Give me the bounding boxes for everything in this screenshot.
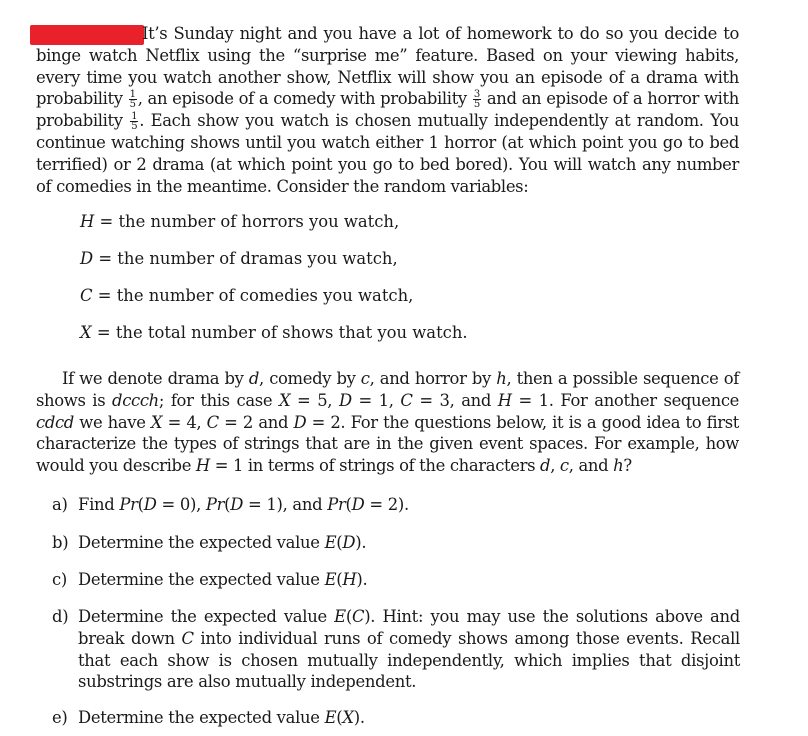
math: D	[143, 495, 157, 514]
text: into individual runs of comedy shows among those events. Recall that each show is chosen mutually independently, which implies that disjoint substrings are also mutually independent.	[78, 628, 740, 692]
math: h	[496, 369, 507, 388]
definition-d	[80, 249, 398, 268]
definition-text: = the number of comedies you watch,	[92, 286, 414, 305]
math: h	[613, 456, 624, 476]
text: (	[345, 607, 352, 626]
question-text	[78, 532, 740, 554]
text: = 2 and	[218, 412, 294, 432]
definition-x	[80, 323, 468, 342]
definition-h	[80, 212, 399, 231]
math: X	[278, 390, 291, 410]
fraction-drama	[129, 90, 137, 109]
math: C	[181, 628, 194, 648]
text: = 5,	[290, 390, 339, 410]
text: we have	[73, 412, 151, 432]
math: X	[150, 412, 163, 432]
math: C	[351, 607, 365, 626]
text: ?	[623, 456, 632, 476]
text: = 0),	[156, 495, 206, 514]
sequence-example: cdcd	[36, 412, 74, 432]
text: = 4,	[162, 412, 207, 432]
variable-symbol: C	[80, 286, 93, 305]
fraction-numerator: 3	[473, 89, 480, 101]
text: Determine the expected value	[78, 708, 325, 727]
text: = 3, and	[412, 390, 498, 410]
math: C	[400, 390, 413, 410]
text: Determine the expected value	[78, 570, 325, 589]
text: Find	[78, 495, 120, 514]
question-label: a)	[52, 495, 68, 514]
text: (	[224, 495, 231, 514]
text: , and	[568, 456, 614, 476]
question-label: c)	[52, 570, 67, 589]
text: (	[345, 495, 352, 514]
math: Pr	[119, 495, 138, 514]
question-text	[78, 707, 740, 729]
question-label: e)	[52, 708, 68, 727]
math: D	[293, 412, 307, 432]
text: Determine the expected value	[78, 607, 335, 626]
text: = 1), and	[243, 495, 328, 514]
math: E	[324, 708, 337, 727]
question-e	[52, 707, 740, 729]
fraction-denominator: 5	[129, 99, 136, 111]
text: ).	[356, 570, 368, 589]
intro-text-2: , an episode of a comedy with probability	[137, 89, 472, 109]
intro-text-1: It’s Sunday night and you have a lot of homework to do so you decide to binge watch Netflix using the “surprise me” feature. Based on your viewing habits, every time you watch another show, Netflix will show you an episode of a drama with probability	[36, 24, 739, 109]
text: (	[336, 570, 343, 589]
text: = 2).	[364, 495, 409, 514]
definition-text: = the total number of shows that you watch.	[91, 323, 468, 342]
text: If we denote drama by	[62, 369, 249, 388]
math: E	[324, 570, 337, 589]
question-d	[52, 606, 740, 693]
math: X	[342, 708, 354, 727]
text: = 1 in terms of strings of the characters	[209, 456, 541, 476]
fraction-numerator: 1	[129, 89, 136, 101]
fraction-comedy	[473, 90, 481, 109]
math: D	[338, 390, 352, 410]
math: H	[497, 390, 512, 410]
variable-symbol: X	[80, 323, 92, 342]
question-a	[52, 494, 740, 516]
math: C	[206, 412, 219, 432]
text: = 1,	[351, 390, 401, 410]
question-text	[78, 569, 740, 591]
math: Pr	[205, 495, 225, 514]
text: = 1. For another sequence	[511, 390, 740, 410]
math: c	[360, 369, 370, 388]
text: , then a possible sequence of shows is	[36, 369, 739, 410]
definition-text: = the number of dramas you watch,	[93, 249, 398, 268]
text: ; for this case	[158, 390, 279, 410]
fraction-denominator: 5	[131, 121, 138, 133]
sequence-example: dccch	[112, 390, 159, 410]
math: Pr	[327, 495, 346, 514]
variable-symbol: H	[80, 212, 95, 231]
text: (	[137, 495, 144, 514]
math: D	[342, 533, 356, 552]
text: , comedy by	[259, 369, 361, 388]
math: E	[324, 533, 337, 552]
text: (	[336, 533, 343, 552]
text: ).	[353, 708, 365, 727]
intro-paragraph	[36, 23, 739, 197]
text: (	[336, 708, 343, 727]
fraction-horror	[130, 112, 138, 131]
question-text	[78, 606, 740, 693]
fraction-denominator: 5	[473, 99, 480, 111]
question-label: b)	[52, 533, 69, 552]
definition-text: = the number of horrors you watch,	[94, 212, 400, 231]
text: ).	[355, 533, 367, 552]
math: H	[195, 456, 210, 476]
text: = 2. For the questions below, it is a good idea to first characterize the types of strings that are in the given event spaces. For example, how would you describe	[36, 412, 739, 476]
text: ). Hint: you may use the solutions above and break down	[78, 607, 740, 648]
text: Determine the expected value	[78, 533, 325, 552]
math: E	[334, 607, 346, 626]
question-label: d)	[52, 607, 69, 626]
math: D	[351, 495, 365, 514]
question-b	[52, 532, 740, 554]
definition-c	[80, 286, 413, 305]
variable-symbol: D	[80, 249, 94, 268]
fraction-numerator: 1	[131, 111, 138, 123]
question-c	[52, 569, 740, 591]
math: d	[540, 456, 551, 476]
text: ,	[550, 456, 560, 476]
math: D	[230, 495, 244, 514]
intro-text-3: and an episode of a horror with probability	[36, 89, 739, 131]
math: c	[559, 456, 569, 476]
math: d	[248, 369, 260, 388]
intro-text-4: . Each show you watch is chosen mutually independently at random. You continue watching shows until you watch either 1 horror (at which point you go to bed terrified) or 2 drama (at which point you go to bed bored). You will watch any number of comedies in the meantime. Consider the random variables:	[36, 111, 739, 196]
notation-paragraph	[36, 368, 739, 477]
text: , and horror by	[369, 369, 497, 388]
question-text	[78, 494, 740, 516]
math: H	[342, 570, 357, 589]
